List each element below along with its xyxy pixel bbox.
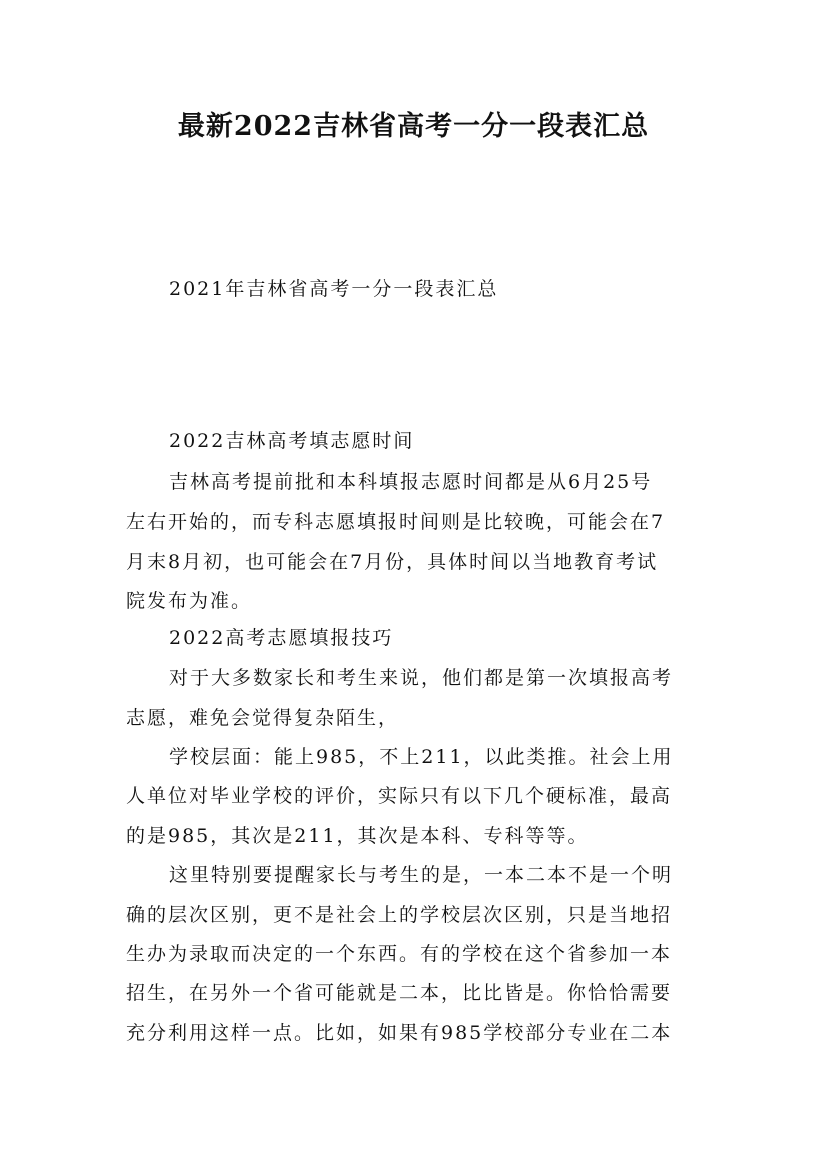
paragraph-line: 充分利用这样一点。比如，如果有985学校部分专业在二本 bbox=[126, 1022, 673, 1044]
paragraph-line: 的是985，其次是211，其次是本科、专科等等。 bbox=[126, 825, 589, 847]
paragraph-line: 确的层次区别，更不是社会上的学校层次区别，只是当地招 bbox=[126, 904, 673, 926]
paragraph-line: 左右开始的，而专科志愿填报时间则是比较晚，可能会在7 bbox=[126, 511, 666, 533]
paragraph-line: 学校层面：能上985，不上211，以此类推。社会上用 bbox=[169, 746, 674, 768]
paragraph-line: 吉林高考提前批和本科填报志愿时间都是从6月25号 bbox=[169, 471, 653, 493]
paragraph-line: 对于大多数家长和考生来说，他们都是第一次填报高考 bbox=[169, 667, 674, 689]
subtitle-heading: 2021年吉林省高考一分一段表汇总 bbox=[169, 278, 499, 300]
section-heading: 2022吉林高考填志愿时间 bbox=[169, 430, 415, 452]
paragraph-line: 人单位对毕业学校的评价，实际只有以下几个硬标准，最高 bbox=[126, 785, 673, 807]
paragraph-line: 院发布为准。 bbox=[126, 590, 253, 612]
paragraph-line: 生办为录取而决定的一个东西。有的学校在这个省参加一本 bbox=[126, 943, 673, 965]
paragraph-line: 招生，在另外一个省可能就是二本，比比皆是。你恰恰需要 bbox=[126, 982, 673, 1004]
paragraph-line: 月末8月初，也可能会在7月份，具体时间以当地教育考试 bbox=[126, 551, 659, 573]
document-title: 最新2022吉林省高考一分一段表汇总 bbox=[177, 111, 650, 142]
paragraph-line: 志愿，难免会觉得复杂陌生， bbox=[126, 707, 400, 729]
section-heading: 2022高考志愿填报技巧 bbox=[169, 627, 394, 649]
paragraph-line: 这里特别要提醒家长与考生的是，一本二本不是一个明 bbox=[169, 864, 674, 886]
